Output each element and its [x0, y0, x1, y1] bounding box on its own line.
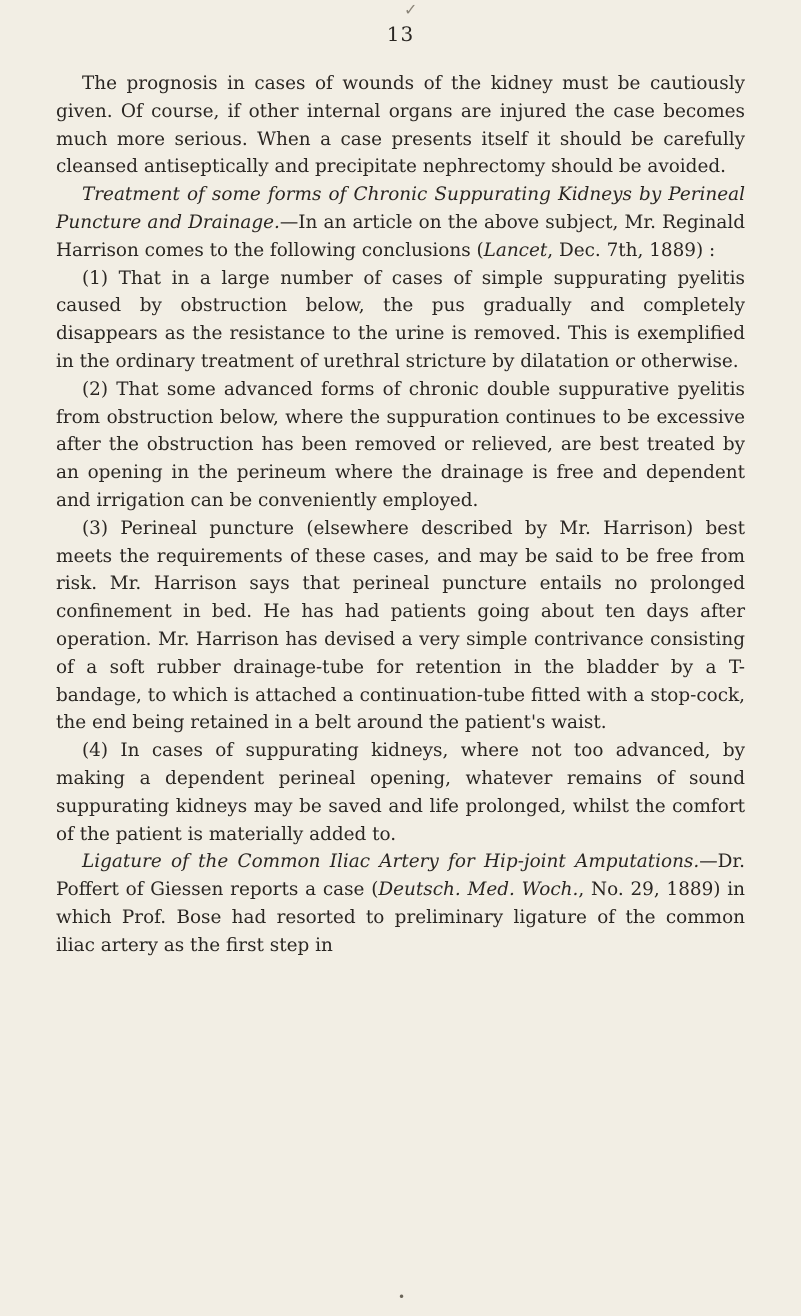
conclusion-1: (1) That in a large number of cases of simple suppurating pyelitis caused by obstruction below, the pus gradually and completely disappears as the resistance to the urine is removed. This is exemplified in the ordinary treatment of urethral stricture by dilatation or otherwise. — [56, 267, 745, 372]
paragraph-prognosis: The prognosis in cases of wounds of the kidney must be cautiously given. Of course, if other internal organs are injured the case becomes much more serious. When a case presents itself it should be carefully cleansed antiseptically and precipitate nephrectomy should be avoided. — [56, 73, 745, 178]
journal-citation: Lancet — [483, 239, 548, 261]
conclusion-4: (4) In cases of suppurating kidneys, where not too advanced, by making a dependent perineal opening, whatever remains of sound suppurating kidneys may be saved and life prolonged, whilst the comfort of the patient is materially added to. — [56, 740, 745, 845]
paragraph-ligature — [56, 848, 745, 959]
bottom-dot-mark: • — [398, 1290, 406, 1304]
journal-citation: Deutsch. Med. Woch. — [378, 879, 579, 901]
body-text — [56, 70, 745, 960]
paragraph-text: , No. 29, 1889) in which Prof. Bose had resorted to preliminary ligature of the common iliac artery as the first step in — [56, 879, 746, 956]
conclusion-2: (2) That some advanced forms of chronic double suppurative pyelitis from obstruction below, where the suppuration continues to be excessive after the obstruction has been removed or relieved, are best treated by an opening in the perineum where the drainage is free and dependent and irrigation can be conveniently employed. — [56, 378, 745, 511]
paragraph-text: —In an article on the above subject, Mr. Reginald Harrison comes to the following conclusions ( — [56, 211, 745, 261]
paragraph-text: —Dr. Poffert of Giessen reports a case ( — [56, 851, 745, 901]
paragraph-treatment — [56, 181, 745, 264]
conclusion-3: (3) Perineal puncture (elsewhere described by Mr. Harrison) best meets the requirements of these cases, and may be said to be free from risk. Mr. Harrison says that perineal puncture entails no prolonged confinement in bed. He has had patients going about ten days after operation. Mr. Harrison has devised a very simple contrivance consisting of a soft rubber drainage-tube for retention in the bladder by a T-bandage, to which is attached a continuation-tube fitted with a stop-cock, the end being retained in a belt around the patient's waist. — [56, 517, 745, 734]
pencil-tick-mark: ✓ — [404, 0, 418, 19]
section-heading-ligature: Ligature of the Common Iliac Artery for Hip-joint Amputations. — [82, 851, 700, 873]
paragraph-text: , Dec. 7th, 1889) : — [547, 239, 716, 261]
section-heading-treatment: Treatment of some forms of Chronic Suppurating Kidneys by Perineal Puncture and Drainage. — [56, 184, 745, 233]
page-number: 13 — [386, 22, 415, 46]
